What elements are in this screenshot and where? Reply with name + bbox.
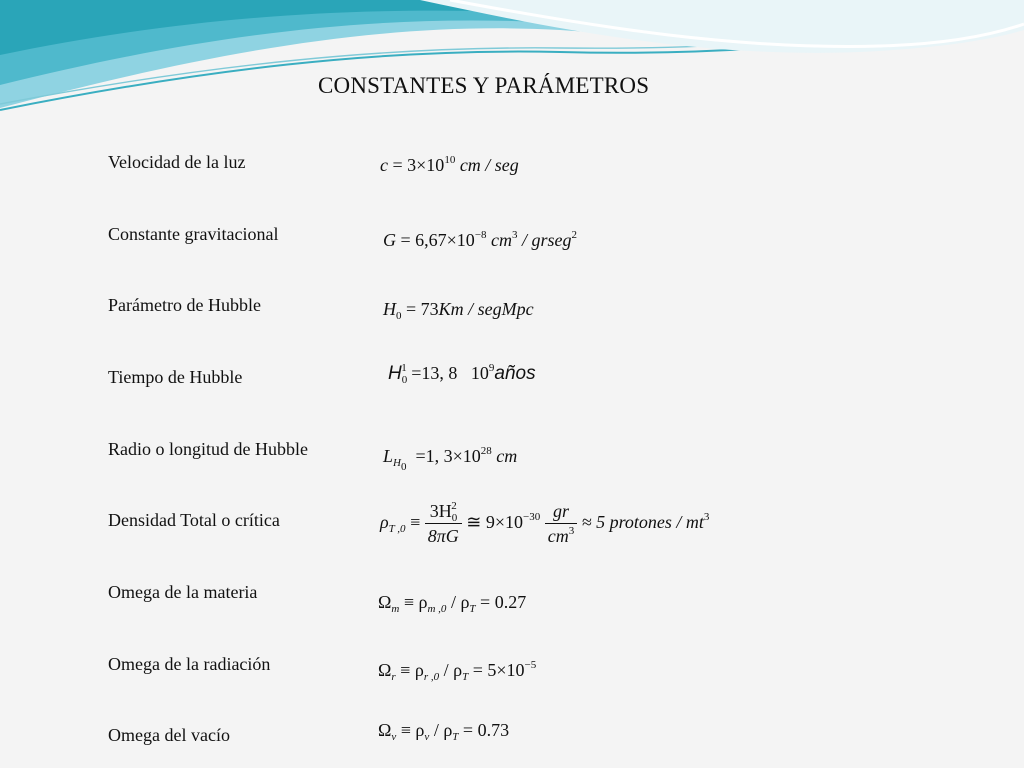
formula-hubble-time: $H_0^1 =13$, 8 $10^9años$ (388, 362, 536, 386)
label-omega-vacio: Omega del vacío (108, 725, 230, 745)
formula-speed-of-light: $c = 3\times 10^{10}$ cm / seg (380, 154, 519, 175)
header-wave-decoration (0, 0, 1024, 140)
label-tiempo-hubble: Tiempo de Hubble (108, 367, 243, 387)
label-densidad-critica: Densidad Total o crítica (108, 510, 280, 530)
formula-omega-radiation: $\Omega_r \equiv \rho_{r ,0} / \rho_T = 5\times 10^{-5}$ (378, 659, 537, 683)
formula-omega-matter: $\Omega_m \equiv \rho_{m ,0} / \rho_T = 0.27$ (378, 592, 527, 615)
formula-hubble-length: $L_{H_0} =1$, $3\times 10^{28}$ cm (383, 445, 518, 473)
slide-title: CONSTANTES Y PARÁMETROS (318, 73, 650, 98)
label-velocidad-luz: Velocidad de la luz (108, 152, 246, 172)
fraction-unit: $\frac{gr}{cm^3}$ (545, 499, 578, 548)
formula-gravitational-constant: $G = 6,67\times 10^{-8}$ $cm^3$ / grseg$^2$ (383, 229, 578, 250)
label-omega-materia: Omega de la materia (108, 582, 258, 602)
formula-omega-vacuum: $\Omega_v \equiv \rho_v / \rho_T = 0.73$ (378, 720, 510, 743)
label-constante-gravitacional: Constante gravitacional (108, 224, 279, 244)
label-omega-radiacion: Omega de la radiación (108, 654, 271, 674)
formula-critical-density: $\rho_{T ,0}$ ≡ $\frac{3H_0^2}{8\pi G}$ ≅ $9\times 10^{-30}$ $\frac{gr}{cm^3}$ ≈ 5 protones / $mt^3$ (380, 500, 710, 547)
formula-hubble-parameter: $H_0 = 73Km$ / segMpc (383, 299, 534, 322)
label-radio-hubble: Radio o longitud de Hubble (108, 439, 308, 459)
label-parametro-hubble: Parámetro de Hubble (108, 295, 261, 315)
fraction-density: $\frac{3H_0^2}{8\pi G}$ (425, 499, 462, 548)
